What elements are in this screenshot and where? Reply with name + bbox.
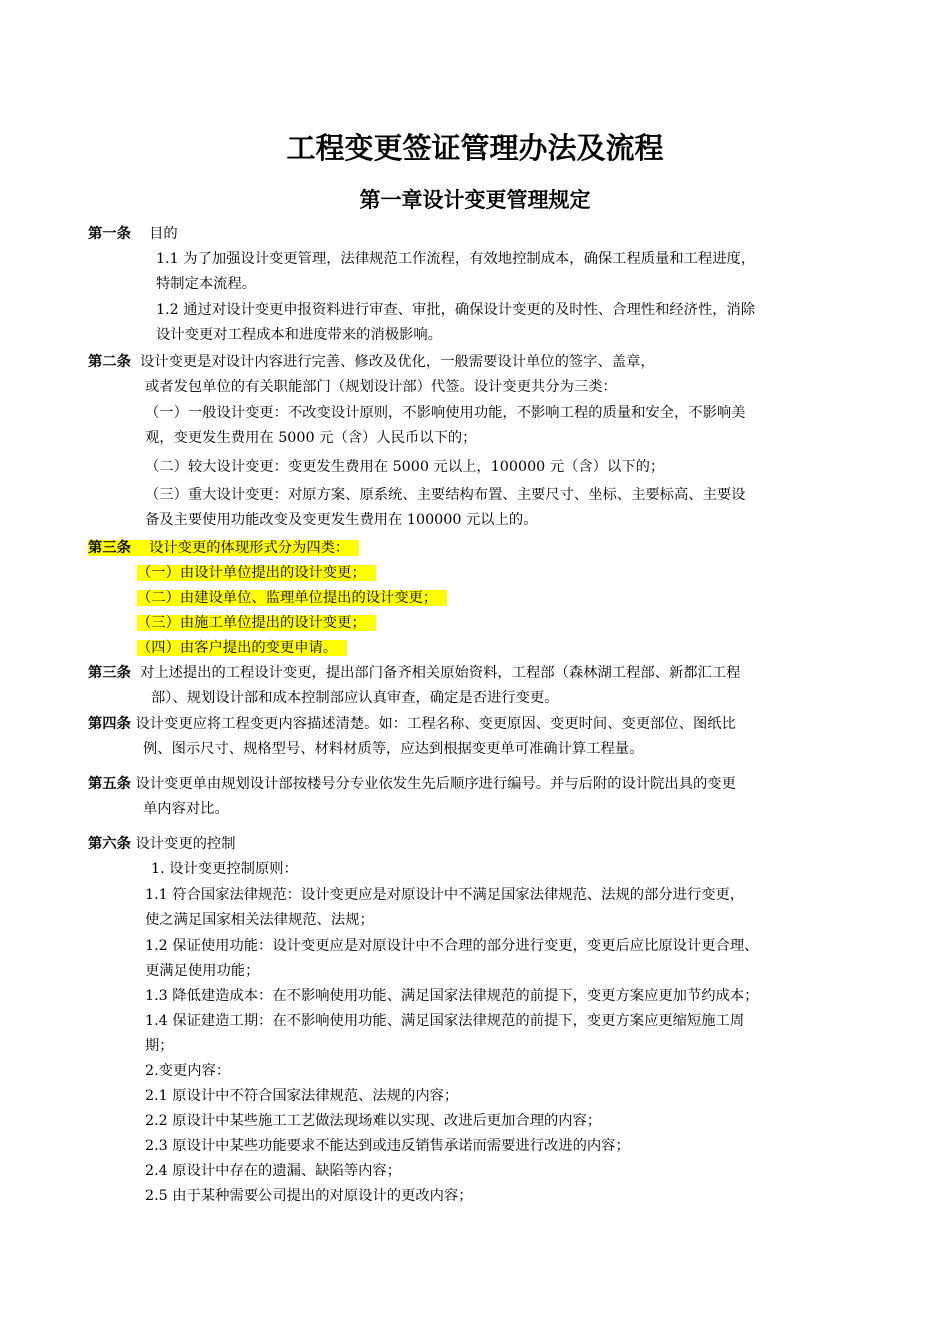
highlighted-line bbox=[137, 562, 376, 584]
list-line: 1.4 保证建造工期：在不影响使用功能、满足国家法律规范的前提下，变更方案应更缩短施工周 bbox=[145, 1013, 745, 1029]
list-line: 更满足使用功能； bbox=[145, 963, 260, 979]
article-6 bbox=[88, 833, 236, 855]
list-line: 2.2 原设计中某些施工工艺做法现场难以实现、改进后更加合理的内容； bbox=[145, 1113, 602, 1129]
chapter-heading: 第一章设计变更管理规定 bbox=[359, 188, 591, 212]
list-line: 期； bbox=[145, 1038, 174, 1054]
list-line: 1.2 保证使用功能：设计变更应是对原设计中不合理的部分进行变更，变更后应比原设计更合理、 bbox=[145, 938, 759, 954]
paragraph-line: 备及主要使用功能改变及变更发生费用在 100000 元以上的。 bbox=[145, 512, 538, 528]
paragraph-line: （一）一般设计变更：不改变设计原则，不影响使用功能，不影响工程的质量和安全，不影响美 bbox=[145, 405, 746, 421]
article-label: 第五条 bbox=[88, 776, 131, 792]
paragraph-line: 部）、规划设计部和成本控制部应认真审查，确定是否进行变更。 bbox=[151, 690, 559, 706]
article-3b bbox=[88, 662, 740, 684]
paragraph-line: 例、图示尺寸、规格型号、材料材质等，应达到根据变更单可准确计算工程量。 bbox=[143, 741, 644, 757]
list-line: 2.1 原设计中不符合国家法律规范、法规的内容； bbox=[145, 1088, 459, 1104]
article-label: 第二条 bbox=[88, 354, 131, 370]
document-title: 工程变更签证管理办法及流程 bbox=[286, 131, 664, 165]
article-label: 第三条 bbox=[88, 540, 131, 556]
highlight-text: （三）由施工单位提出的设计变更； bbox=[137, 615, 376, 631]
highlighted-line bbox=[137, 587, 447, 609]
list-line: 1.3 降低建造成本：在不影响使用功能、满足国家法律规范的前提下，变更方案应更加节约成本； bbox=[145, 988, 759, 1004]
article-label: 第六条 bbox=[88, 836, 131, 852]
paragraph-line: 单内容对比。 bbox=[143, 801, 229, 817]
list-line: 2.变更内容： bbox=[145, 1063, 231, 1079]
article-text: 设计变更是对设计内容进行完善、修改及优化，一般需要设计单位的签字、盖章， bbox=[139, 354, 655, 370]
article-text: 设计变更单由规划设计部按楼号分专业依发生先后顺序进行编号。并与后附的设计院出具的变更 bbox=[135, 776, 736, 792]
highlight-text: （二）由建设单位、监理单位提出的设计变更； bbox=[137, 590, 447, 606]
paragraph-line: 观，变更发生费用在 5000 元（含）人民币以下的； bbox=[145, 430, 477, 446]
list-line: 2.3 原设计中某些功能要求不能达到或违反销售承诺而需要进行改进的内容； bbox=[145, 1138, 630, 1154]
article-3-highlighted bbox=[88, 537, 359, 559]
article-label: 第一条 bbox=[88, 226, 131, 242]
article-text: 设计变更应将工程变更内容描述清楚。如：工程名称、变更原因、变更时间、变更部位、图纸比 bbox=[135, 716, 736, 732]
article-label: 第四条 bbox=[88, 716, 131, 732]
list-line: 使之满足国家相关法律规范、法规； bbox=[145, 912, 374, 928]
paragraph-line: （二）较大设计变更：变更发生费用在 5000 元以上，100000 元（含）以下的； bbox=[145, 459, 665, 475]
article-text: 设计变更的体现形式分为四类： bbox=[149, 540, 350, 556]
article-text: 目的 bbox=[149, 226, 178, 242]
list-line: 2.4 原设计中存在的遗漏、缺陷等内容； bbox=[145, 1163, 402, 1179]
article-4 bbox=[88, 713, 736, 735]
article-5 bbox=[88, 773, 736, 795]
paragraph-line: （三）重大设计变更：对原方案、原系统、主要结构布置、主要尺寸、坐标、主要标高、主要设 bbox=[145, 487, 746, 503]
paragraph-line: 1.1 为了加强设计变更管理，法律规范工作流程，有效地控制成本，确保工程质量和工程进度， bbox=[156, 251, 756, 267]
article-label: 第三条 bbox=[88, 665, 131, 681]
highlighted-line bbox=[137, 612, 376, 634]
article-text: 设计变更的控制 bbox=[135, 836, 236, 852]
list-line: 1. 设计变更控制原则： bbox=[151, 861, 298, 877]
list-line: 2.5 由于某种需要公司提出的对原设计的更改内容； bbox=[145, 1188, 473, 1204]
highlight-text: （四）由客户提出的变更申请。 bbox=[137, 640, 347, 656]
article-1 bbox=[88, 223, 178, 245]
article-2 bbox=[88, 351, 655, 373]
highlight-text: （一）由设计单位提出的设计变更； bbox=[137, 565, 376, 581]
paragraph-line: 1.2 通过对设计变更申报资料进行审查、审批，确保设计变更的及时性、合理性和经济性，消除 bbox=[156, 302, 756, 318]
list-line: 1.1 符合国家法律规范：设计变更应是对原设计中不满足国家法律规范、法规的部分进行变更， bbox=[145, 887, 745, 903]
article-text: 对上述提出的工程设计变更，提出部门备齐相关原始资料，工程部（森林湖工程部、新都汇工程 bbox=[139, 665, 741, 681]
paragraph-line: 或者发包单位的有关职能部门（规划设计部）代签。设计变更共分为三类： bbox=[145, 379, 617, 395]
paragraph-line: 设计变更对工程成本和进度带来的消极影响。 bbox=[156, 327, 442, 343]
paragraph-line: 特制定本流程。 bbox=[156, 276, 257, 292]
highlighted-line bbox=[137, 637, 347, 659]
